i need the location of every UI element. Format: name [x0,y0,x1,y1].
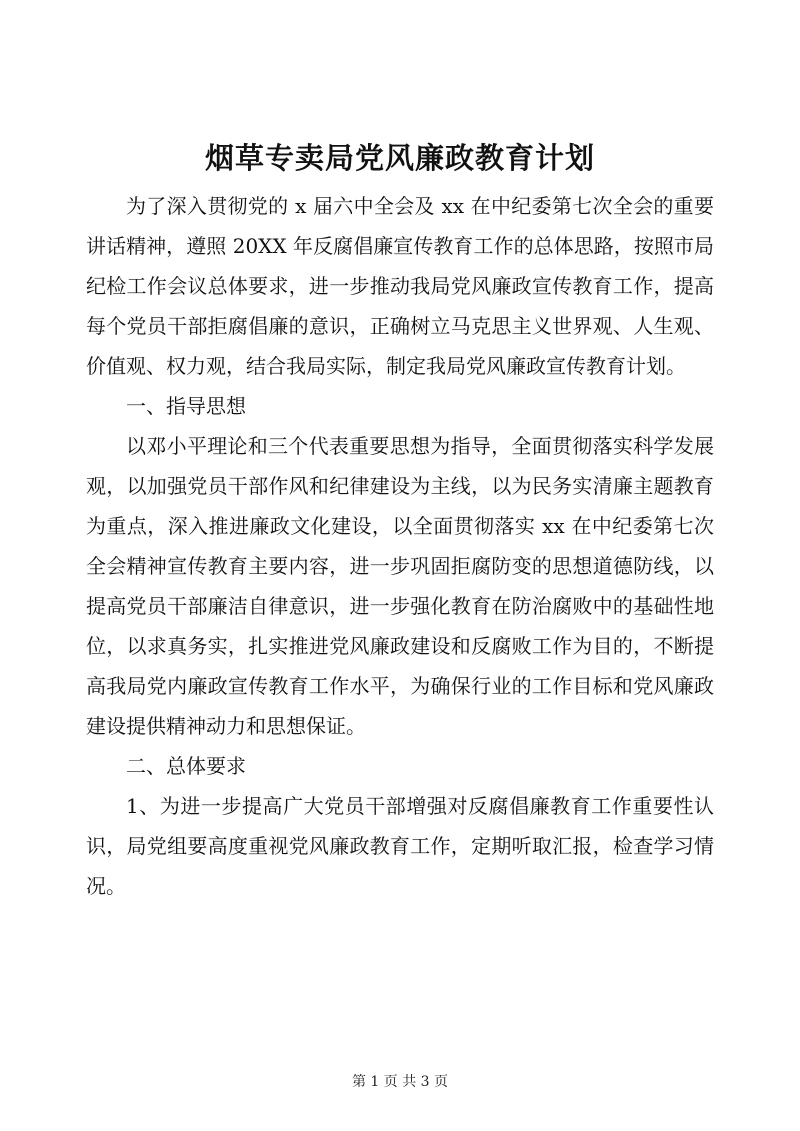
document-title: 烟草专卖局党风廉政教育计划 [204,141,595,175]
section-heading-guiding-ideology: 一、指导思想 [126,394,246,418]
intro-paragraph: 为了深入贯彻党的 x 届六中全会及 xx 在中纪委第七次全会的重要讲话精神，遵照 20XX 年反腐倡廉宣传教育工作的总体思路，按照市局纪检工作会议总体要求，进一步推动我局党风廉政宣传教育工作，提高每个党员干部拒腐倡廉的意识，正确树立马克思主义世界观、人生观、价值观、权力观，结合我局实际，制定我局党风廉政宣传教育计划。 [86,194,714,378]
requirement-item-1: 1、为进一步提高广大党员干部增强对反腐倡廉教育工作重要性认识，局党组要高度重视党风廉政教育工作，定期听取汇报，检查学习情况。 [86,794,714,898]
section-heading-general-requirements: 二、总体要求 [126,754,246,778]
document-body [86,186,714,906]
page-footer: 第 1 页 共 3 页 [351,1074,449,1090]
guiding-ideology-paragraph: 以邓小平理论和三个代表重要思想为指导，全面贯彻落实科学发展观，以加强党员干部作风和纪律建设为主线，以为民务实清廉主题教育为重点，深入推进廉政文化建设，以全面贯彻落实 xx 在中纪委第七次全会精神宣传教育主要内容，进一步巩固拒腐防变的思想道德防线，以提高党员干部廉洁自律意识，进一步强化教育在防治腐败中的基础性地位，以求真务实，扎实推进党风廉政建设和反腐败工作为目的，不断提高我局党内廉政宣传教育工作水平，为确保行业的工作目标和党风廉政建设提供精神动力和思想保证。 [86,434,714,738]
